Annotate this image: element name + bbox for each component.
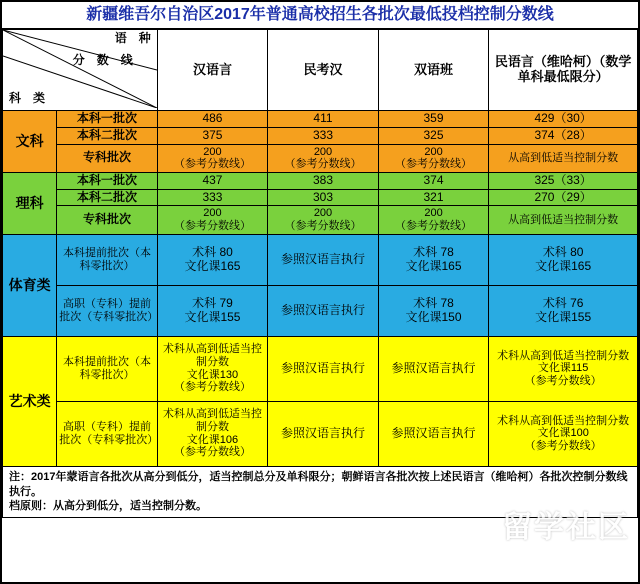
batch-label: 专科批次 — [57, 144, 157, 172]
note-row — [3, 466, 638, 518]
score-cell: 参照汉语言执行 — [378, 401, 489, 466]
score-cell: 从高到低适当控制分数 — [489, 206, 638, 234]
score-table — [2, 29, 638, 518]
score-cell: 383 — [268, 172, 379, 189]
table-row — [3, 189, 638, 206]
table-row — [3, 234, 638, 285]
score-cell: 200 （参考分数线） — [157, 206, 268, 234]
score-cell: 200 （参考分数线） — [268, 144, 379, 172]
header-corner-line3: 科 类 — [9, 91, 46, 106]
score-cell: 术科 80 文化课165 — [489, 234, 638, 285]
table-row — [3, 127, 638, 144]
score-cell: 从高到低适当控制分数 — [489, 144, 638, 172]
score-cell: 参照汉语言执行 — [268, 285, 379, 336]
table-row — [3, 336, 638, 401]
category-like: 理科 — [3, 172, 57, 234]
header-corner-line1: 语 种 — [114, 31, 151, 45]
score-cell: 325（33） — [489, 172, 638, 189]
batch-label: 高职（专科）提前批次（专科零批次） — [57, 401, 157, 466]
batch-label: 本科二批次 — [57, 189, 157, 206]
score-cell: 200 （参考分数线） — [157, 144, 268, 172]
table-row — [3, 144, 638, 172]
score-cell: 411 — [268, 111, 379, 128]
score-cell: 术科 78 文化课150 — [378, 285, 489, 336]
table-row — [3, 285, 638, 336]
batch-label: 本科一批次 — [57, 172, 157, 189]
score-cell: 术科 79 文化课155 — [157, 285, 268, 336]
watermark-title: 留学社区 — [502, 511, 630, 544]
score-cell: 375 — [157, 127, 268, 144]
score-cell: 参照汉语言执行 — [378, 336, 489, 401]
category-wenke: 文科 — [3, 111, 57, 173]
watermark-url: bbs.liuxue86.com — [520, 546, 630, 560]
header-corner-cell — [3, 30, 158, 111]
score-cell: 200 （参考分数线） — [268, 206, 379, 234]
table-row — [3, 111, 638, 128]
header-col-minkaohan: 民考汉 — [268, 30, 379, 111]
score-cell: 333 — [157, 189, 268, 206]
batch-label: 本科一批次 — [57, 111, 157, 128]
batch-label: 本科二批次 — [57, 127, 157, 144]
score-cell: 270（29） — [489, 189, 638, 206]
score-cell: 374 — [378, 172, 489, 189]
header-col-hanyuyan: 汉语言 — [157, 30, 268, 111]
score-cell: 术科从高到低适当控制分数 文化课100 （参考分数线） — [489, 401, 638, 466]
score-cell: 374（28） — [489, 127, 638, 144]
header-col-shuangyuban: 双语班 — [378, 30, 489, 111]
batch-label: 专科批次 — [57, 206, 157, 234]
score-cell: 321 — [378, 189, 489, 206]
score-cell: 486 — [157, 111, 268, 128]
score-cell: 333 — [268, 127, 379, 144]
score-cell: 437 — [157, 172, 268, 189]
score-cell: 参照汉语言执行 — [268, 401, 379, 466]
category-tiyulei: 体育类 — [3, 234, 57, 336]
page-title: 新疆维吾尔自治区2017年普通高校招生各批次最低投档控制分数线 — [2, 2, 638, 29]
category-yishulei: 艺术类 — [3, 336, 57, 466]
score-cell: 术科 76 文化课155 — [489, 285, 638, 336]
score-cell: 术科 80 文化课165 — [157, 234, 268, 285]
score-cell: 术科 78 文化课165 — [378, 234, 489, 285]
score-cell: 术科从高到低适当控制分数 文化课115 （参考分数线） — [489, 336, 638, 401]
note-line-2: 档原则：从高分到低分，适当控制分数。 — [9, 500, 207, 513]
table-row — [3, 172, 638, 189]
table-header-row — [3, 30, 638, 111]
note-line-1: 注：2017年蒙语言各批次从高分到低分，适当控制总分及单科限分；朝鲜语言各批次按上述民语言（维哈柯）各批次控制分数线执行。 — [9, 470, 628, 498]
header-corner-line2: 分 数 线 — [72, 53, 133, 67]
table-row — [3, 401, 638, 466]
header-col-minyuyan: 民语言（维哈柯）（数学单科最低限分） — [489, 30, 638, 111]
score-cell: 200 （参考分数线） — [378, 144, 489, 172]
batch-label: 本科提前批次（本科零批次） — [57, 336, 157, 401]
score-cell: 术科从高到低适当控制分数 文化课130 （参考分数线） — [157, 336, 268, 401]
batch-label: 本科提前批次（本科零批次） — [57, 234, 157, 285]
table-note — [3, 466, 638, 518]
score-cell: 359 — [378, 111, 489, 128]
score-cell: 303 — [268, 189, 379, 206]
score-cell: 参照汉语言执行 — [268, 336, 379, 401]
score-cell: 325 — [378, 127, 489, 144]
table-row — [3, 206, 638, 234]
batch-label: 高职（专科）提前批次（专科零批次） — [57, 285, 157, 336]
score-cell: 429（30） — [489, 111, 638, 128]
score-cell: 术科从高到低适当控制分数 文化课106 （参考分数线） — [157, 401, 268, 466]
score-cell: 200 （参考分数线） — [378, 206, 489, 234]
score-cell: 参照汉语言执行 — [268, 234, 379, 285]
